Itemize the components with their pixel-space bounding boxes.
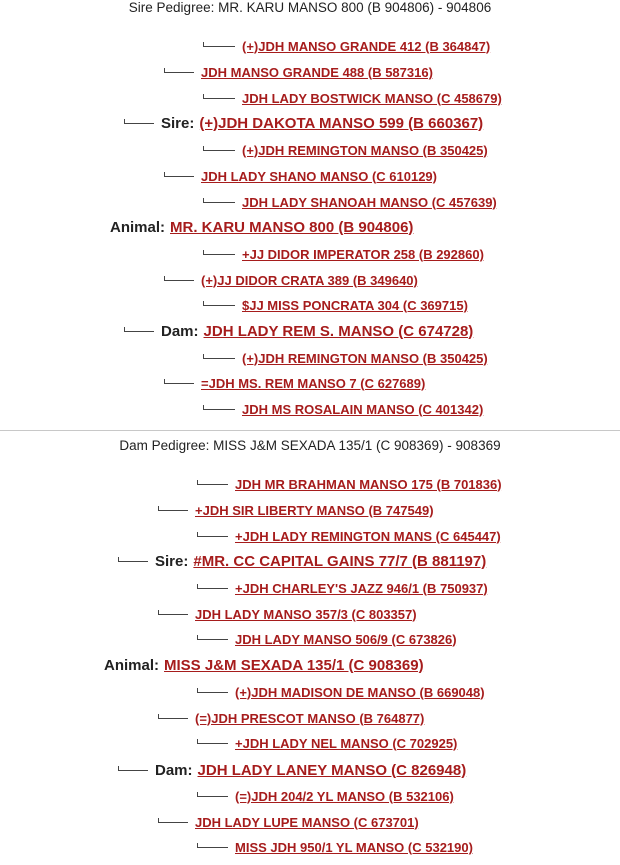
pedigree-row — [118, 761, 466, 779]
connector-line — [164, 280, 194, 281]
sire-sire-link[interactable]: +JDH SIR LIBERTY MANSO (B 747549) — [195, 502, 434, 518]
dam-dam-dam-link[interactable]: MISS JDH 950/1 YL MANSO (C 532190) — [235, 839, 473, 855]
connector-line — [158, 718, 188, 719]
connector-line — [124, 123, 154, 124]
sire-sire-dam-link[interactable]: +JDH LADY REMINGTON MANS (C 645447) — [235, 528, 501, 544]
pedigree-row — [197, 734, 457, 752]
pedigree-row — [158, 813, 419, 831]
dam-pedigree-title: Dam Pedigree: MISS J&M SEXADA 135/1 (C 908369) - 908369 — [119, 438, 501, 453]
sire-dam-link[interactable]: JDH LADY MANSO 357/3 (C 803357) — [195, 606, 417, 622]
sire-label: Sire: — [155, 552, 189, 570]
connector-line — [118, 770, 148, 771]
dam-label: Dam: — [161, 322, 199, 340]
dam-sire-dam-link[interactable]: +JDH LADY NEL MANSO (C 702925) — [235, 735, 458, 751]
pedigree-row — [203, 37, 490, 55]
pedigree-row — [203, 193, 497, 211]
connector-line — [164, 72, 194, 73]
dam-link[interactable]: JDH LADY REM S. MANSO (C 674728) — [203, 322, 474, 340]
pedigree-row — [110, 218, 413, 236]
connector-line — [197, 796, 228, 797]
pedigree-row — [197, 527, 501, 545]
sire-dam-dam-link[interactable]: JDH LADY SHANOAH MANSO (C 457639) — [242, 194, 497, 210]
sire-sire-sire-link[interactable]: (+)JDH MANSO GRANDE 412 (B 364847) — [242, 38, 491, 54]
pedigree-row — [203, 245, 484, 263]
pedigree-row — [164, 374, 425, 392]
pedigree-row — [118, 552, 486, 570]
pedigree-row — [124, 114, 483, 132]
section-divider — [0, 430, 620, 431]
dam-sire-sire-link[interactable]: +JJ DIDOR IMPERATOR 258 (B 292860) — [242, 246, 484, 262]
dam-dam-sire-link[interactable]: (=)JDH 204/2 YL MANSO (B 532106) — [235, 788, 454, 804]
pedigree-row — [197, 579, 488, 597]
connector-line — [203, 358, 235, 359]
dam-label: Dam: — [155, 761, 193, 779]
connector-line — [158, 510, 188, 511]
dam-dam-sire-link[interactable]: (+)JDH REMINGTON MANSO (B 350425) — [242, 350, 488, 366]
sire-label: Sire: — [161, 114, 195, 132]
connector-line — [197, 847, 228, 848]
pedigree-row — [164, 167, 437, 185]
pedigree-row — [197, 630, 457, 648]
pedigree-row — [158, 501, 434, 519]
dam-dam-link[interactable]: =JDH MS. REM MANSO 7 (C 627689) — [201, 375, 426, 391]
animal-label: Animal: — [110, 218, 166, 236]
animal-link[interactable]: MISS J&M SEXADA 135/1 (C 908369) — [164, 656, 424, 674]
connector-line — [197, 743, 228, 744]
sire-dam-dam-link[interactable]: JDH LADY MANSO 506/9 (C 673826) — [235, 631, 457, 647]
pedigree-row — [164, 63, 433, 81]
animal-label: Animal: — [104, 656, 160, 674]
sire-sire-sire-link[interactable]: JDH MR BRAHMAN MANSO 175 (B 701836) — [235, 476, 502, 492]
pedigree-row — [203, 400, 483, 418]
pedigree-row — [203, 89, 502, 107]
connector-line — [158, 822, 188, 823]
pedigree-row — [197, 787, 454, 805]
connector-line — [203, 254, 235, 255]
sire-dam-link[interactable]: JDH LADY SHANO MANSO (C 610129) — [201, 168, 437, 184]
sire-link[interactable]: (+)JDH DAKOTA MANSO 599 (B 660367) — [199, 114, 484, 132]
pedigree-row — [164, 271, 418, 289]
sire-sire-link[interactable]: JDH MANSO GRANDE 488 (B 587316) — [201, 64, 433, 80]
connector-line — [203, 46, 235, 47]
connector-line — [118, 561, 148, 562]
connector-line — [197, 639, 228, 640]
connector-line — [164, 176, 194, 177]
pedigree-row — [197, 838, 473, 856]
pedigree-row — [197, 683, 485, 701]
pedigree-row — [203, 141, 488, 159]
pedigree-row — [104, 656, 424, 674]
pedigree-row — [203, 296, 468, 314]
sire-dam-sire-link[interactable]: +JDH CHARLEY'S JAZZ 946/1 (B 750937) — [235, 580, 488, 596]
sire-link[interactable]: #MR. CC CAPITAL GAINS 77/7 (B 881197) — [193, 552, 487, 570]
pedigree-row — [203, 349, 488, 367]
connector-line — [197, 484, 228, 485]
sire-sire-dam-link[interactable]: JDH LADY BOSTWICK MANSO (C 458679) — [242, 90, 502, 106]
connector-line — [164, 383, 194, 384]
connector-line — [197, 588, 228, 589]
connector-line — [197, 536, 228, 537]
connector-line — [158, 614, 188, 615]
dam-sire-link[interactable]: (+)JJ DIDOR CRATA 389 (B 349640) — [201, 272, 418, 288]
dam-dam-dam-link[interactable]: JDH MS ROSALAIN MANSO (C 401342) — [242, 401, 484, 417]
sire-pedigree-title: Sire Pedigree: MR. KARU MANSO 800 (B 904806) - 904806 — [128, 0, 492, 15]
sire-dam-sire-link[interactable]: (+)JDH REMINGTON MANSO (B 350425) — [242, 142, 488, 158]
pedigree-row — [158, 709, 424, 727]
pedigree-row — [197, 475, 502, 493]
pedigree-row — [124, 322, 473, 340]
dam-sire-sire-link[interactable]: (+)JDH MADISON DE MANSO (B 669048) — [235, 684, 485, 700]
animal-link[interactable]: MR. KARU MANSO 800 (B 904806) — [170, 218, 414, 236]
connector-line — [124, 331, 154, 332]
connector-line — [203, 150, 235, 151]
connector-line — [203, 409, 235, 410]
connector-line — [197, 692, 228, 693]
dam-sire-link[interactable]: (=)JDH PRESCOT MANSO (B 764877) — [195, 710, 425, 726]
connector-line — [203, 202, 235, 203]
dam-link[interactable]: JDH LADY LANEY MANSO (C 826948) — [197, 761, 467, 779]
dam-dam-link[interactable]: JDH LADY LUPE MANSO (C 673701) — [195, 814, 419, 830]
connector-line — [203, 305, 235, 306]
pedigree-row — [158, 605, 417, 623]
dam-sire-dam-link[interactable]: $JJ MISS PONCRATA 304 (C 369715) — [242, 297, 468, 313]
connector-line — [203, 98, 235, 99]
